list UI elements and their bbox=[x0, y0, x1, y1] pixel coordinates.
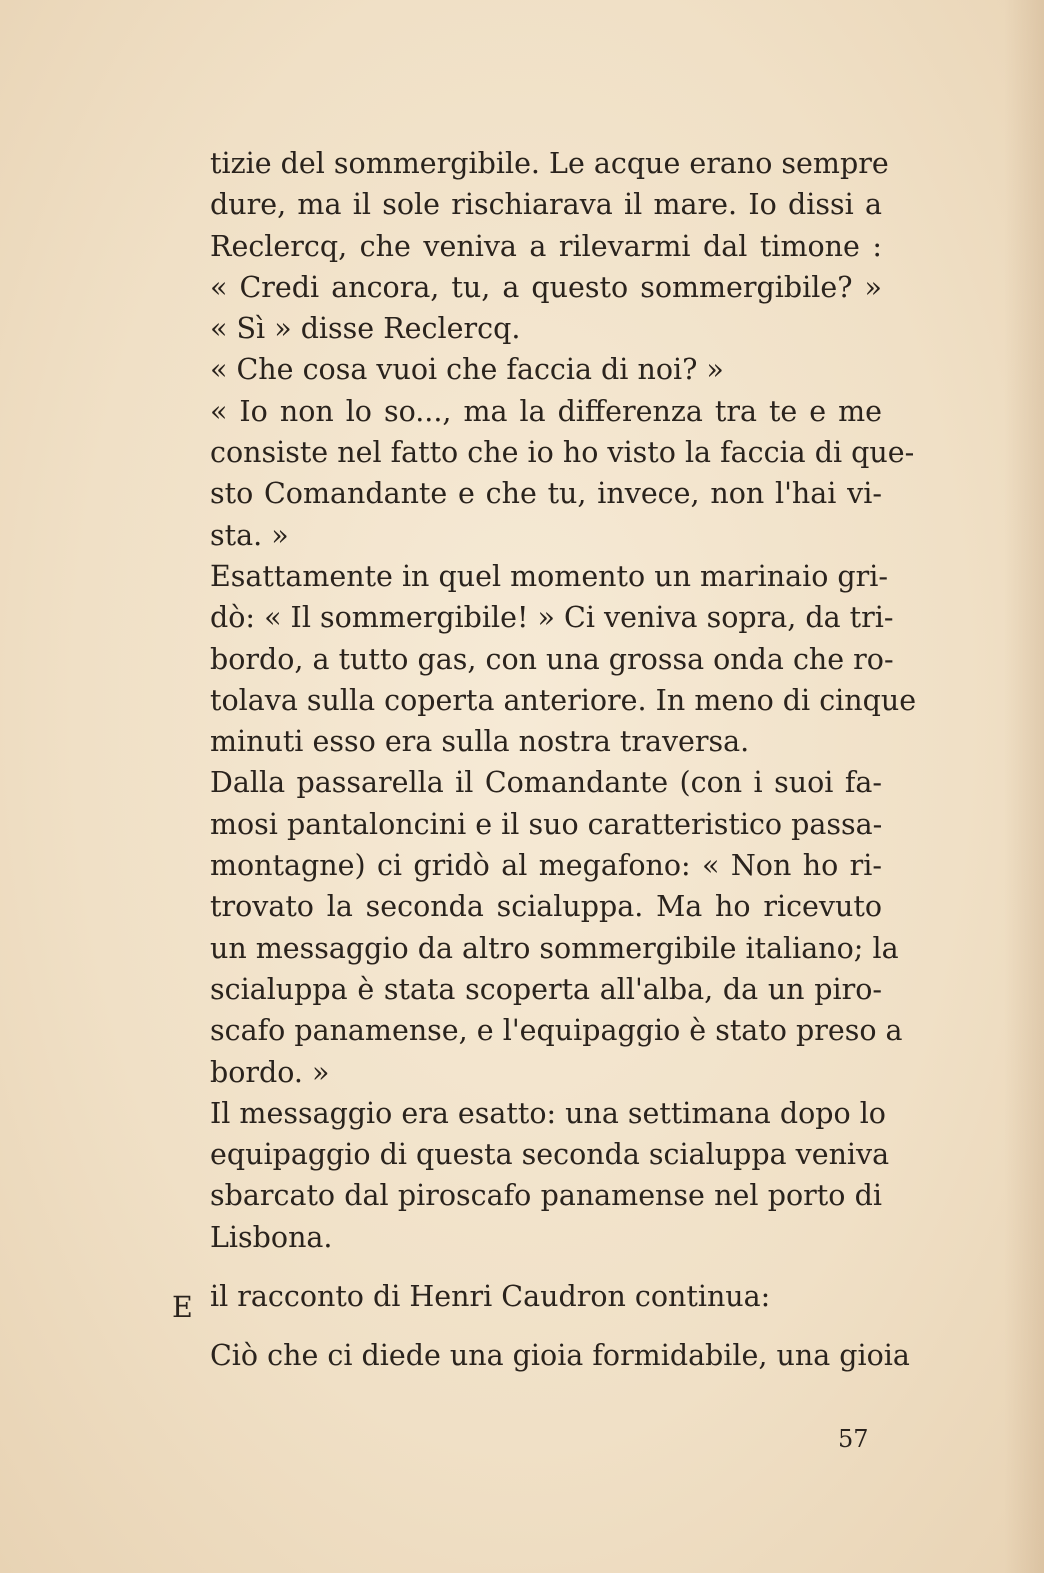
paragraph-gap bbox=[210, 1317, 882, 1335]
text-line: dure, ma il sole rischiarava il mare. Io dissi a bbox=[210, 188, 882, 222]
text-line: bordo. » bbox=[210, 1055, 330, 1089]
text-line: mosi pantaloncini e il suo caratteristico passa- bbox=[210, 807, 883, 841]
text-line: trovato la seconda scialuppa. Ma ho ricevuto bbox=[210, 890, 882, 924]
text-line: Lisbona. bbox=[210, 1220, 333, 1254]
text-line: bordo, a tutto gas, con una grossa onda che ro- bbox=[210, 642, 894, 676]
text-line: un messaggio da altro sommergibile italiano; la bbox=[210, 931, 899, 965]
page-number: 57 bbox=[838, 1425, 869, 1453]
text-line: tizie del sommergibile. Le acque erano sempre bbox=[210, 147, 889, 180]
text-line: sta. » bbox=[210, 518, 289, 552]
text-line: scialuppa è stata scoperta all'alba, da un piro- bbox=[210, 972, 882, 1006]
body-text bbox=[210, 143, 917, 1377]
text-line: « Che cosa vuoi che faccia di noi? » bbox=[210, 353, 724, 387]
text-line: minuti esso era sulla nostra traversa. bbox=[210, 725, 750, 759]
text-line: equipaggio di questa seconda scialuppa veniva bbox=[210, 1138, 890, 1172]
final-line: Ciò che ci diede una gioia formidabile, una gioia bbox=[210, 1339, 910, 1373]
paragraph-gap bbox=[210, 1258, 882, 1276]
text-line: consiste nel fatto che io ho visto la faccia di que- bbox=[210, 436, 915, 470]
text-line: Dalla passarella il Comandante (con i suoi fa- bbox=[210, 766, 882, 800]
text-line: sbarcato dal piroscafo panamense nel porto di bbox=[210, 1179, 882, 1213]
text-line: « Io non lo so..., ma la differenza tra te e me bbox=[210, 394, 882, 428]
narration-initial: E bbox=[172, 1291, 193, 1324]
text-line: Esattamente in quel momento un marinaio gri- bbox=[210, 559, 889, 593]
text-line: scafo panamense, e l'equipaggio è stato preso a bbox=[210, 1014, 903, 1048]
text-line: montagne) ci gridò al megafono: « Non ho ri- bbox=[210, 849, 882, 883]
text-line: sto Comandante e che tu, invece, non l'hai vi- bbox=[210, 477, 882, 511]
narration-line: il racconto di Henri Caudron continua: bbox=[210, 1280, 771, 1314]
text-line: Reclercq, che veniva a rilevarmi dal timone : bbox=[210, 229, 882, 263]
text-line: tolava sulla coperta anteriore. In meno di cinque bbox=[210, 683, 917, 717]
text-line: « Sì » disse Reclercq. bbox=[210, 312, 521, 346]
text-line: dò: « Il sommergibile! » Ci veniva sopra, da tri- bbox=[210, 601, 894, 635]
text-line: Il messaggio era esatto: una settimana dopo lo bbox=[210, 1096, 886, 1130]
text-line: « Credi ancora, tu, a questo sommergibile? » bbox=[210, 270, 882, 304]
